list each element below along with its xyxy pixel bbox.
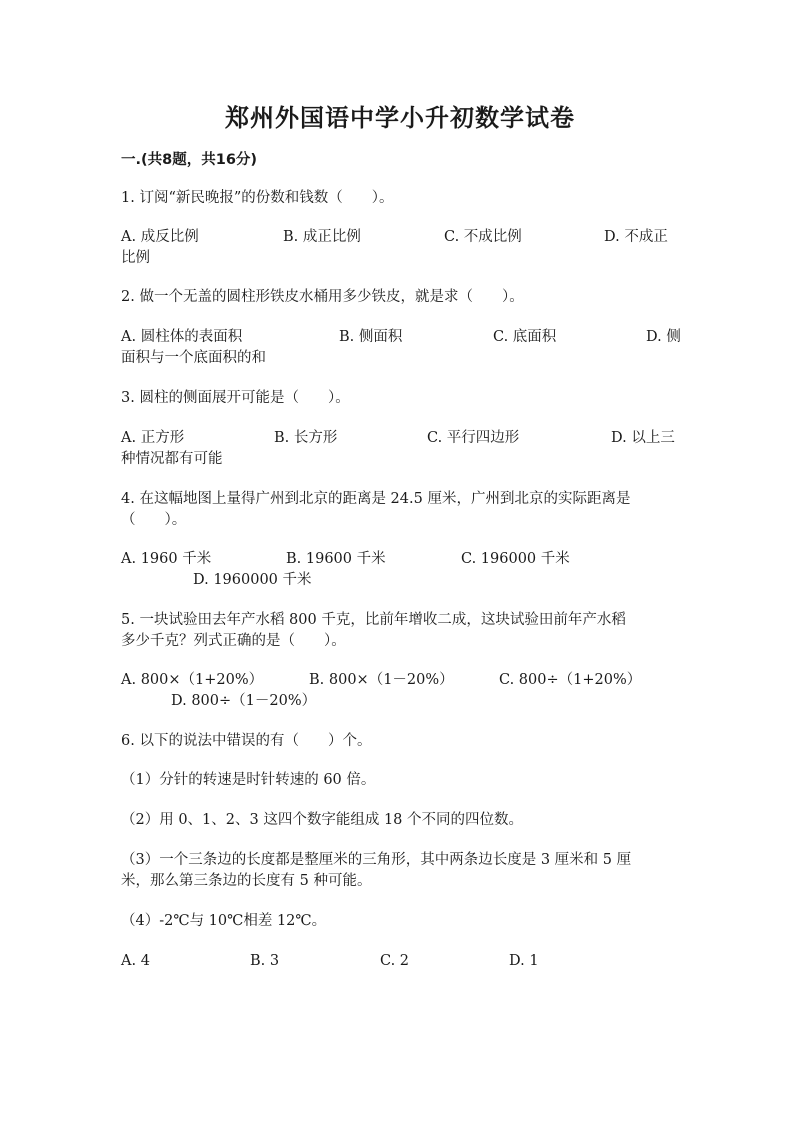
question-5-option-b[interactable]: B. 800×（1－20%） [309,672,454,688]
question-1-option-d[interactable]: D. 不成正 [604,229,668,245]
question-3-option-c[interactable]: C. 平行四边形 [427,430,520,446]
question-4-option-d[interactable]: D. 1960000 千米 [193,572,312,588]
question-5-stem-line-1: 5. 一块试验田去年产水稻 800 千克，比前年增收二成，这块试验田前年产水稻 [121,612,626,628]
question-6-statement-3-line-1: （3）一个三条边的长度都是整厘米的三角形，其中两条边长度是 3 厘米和 5 厘 [121,852,632,868]
question-6-option-d[interactable]: D. 1 [509,953,539,969]
question-4-stem-line-1: 4. 在这幅地图上量得广州到北京的距离是 24.5 厘米，广州到北京的实际距离是 [121,491,631,507]
question-1-stem: 1. 订阅“新民晚报”的份数和钱数（ ）。 [121,190,394,206]
question-5-option-c[interactable]: C. 800÷（1+20%） [499,672,642,688]
question-5-option-d[interactable]: D. 800÷（1－20%） [171,693,317,709]
question-2-option-c[interactable]: C. 底面积 [493,329,557,345]
question-4-option-a[interactable]: A. 1960 千米 [121,551,212,567]
question-6-option-a[interactable]: A. 4 [121,953,150,969]
question-3-option-d[interactable]: D. 以上三 [611,430,675,446]
question-2-option-a[interactable]: A. 圆柱体的表面积 [121,329,243,345]
question-1-option-d-continued: 比例 [121,250,150,266]
question-5-stem-line-2: 多少千克？列式正确的是（ ）。 [121,633,346,649]
question-6-option-b[interactable]: B. 3 [250,953,280,969]
question-3-stem: 3. 圆柱的侧面展开可能是（ ）。 [121,390,350,406]
question-6-statement-4: （4）-2℃与 10℃相差 12℃。 [121,913,327,929]
question-3-option-b[interactable]: B. 长方形 [274,430,338,446]
question-2-option-d-continued: 面积与一个底面积的和 [121,350,266,366]
question-4-option-b[interactable]: B. 19600 千米 [286,551,386,567]
question-1-option-b[interactable]: B. 成正比例 [283,229,361,245]
question-1-option-c[interactable]: C. 不成比例 [444,229,522,245]
question-2-option-b[interactable]: B. 侧面积 [339,329,403,345]
page-title: 郑州外国语中学小升初数学试卷 [225,104,575,132]
question-3-option-d-continued: 种情况都有可能 [121,451,223,467]
question-4-stem-line-2: （ ）。 [121,512,187,528]
question-3-option-a[interactable]: A. 正方形 [121,430,185,446]
question-2-stem: 2. 做一个无盖的圆柱形铁皮水桶用多少铁皮，就是求（ ）。 [121,289,524,305]
question-6-stem: 6. 以下的说法中错误的有（ ）个。 [121,733,372,749]
question-6-statement-3-line-2: 米，那么第三条边的长度有 5 种可能。 [121,873,372,889]
question-4-option-c[interactable]: C. 196000 千米 [461,551,570,567]
section-heading: 一.(共8题，共16分) [121,152,258,168]
question-5-option-a[interactable]: A. 800×（1+20%） [121,672,264,688]
question-6-statement-1: （1）分针的转速是时针转速的 60 倍。 [121,772,376,788]
question-2-option-d[interactable]: D. 侧 [646,329,681,345]
question-6-statement-2: （2）用 0、1、2、3 这四个数字能组成 18 个不同的四位数。 [121,812,524,828]
question-1-option-a[interactable]: A. 成反比例 [121,229,199,245]
question-6-option-c[interactable]: C. 2 [380,953,410,969]
